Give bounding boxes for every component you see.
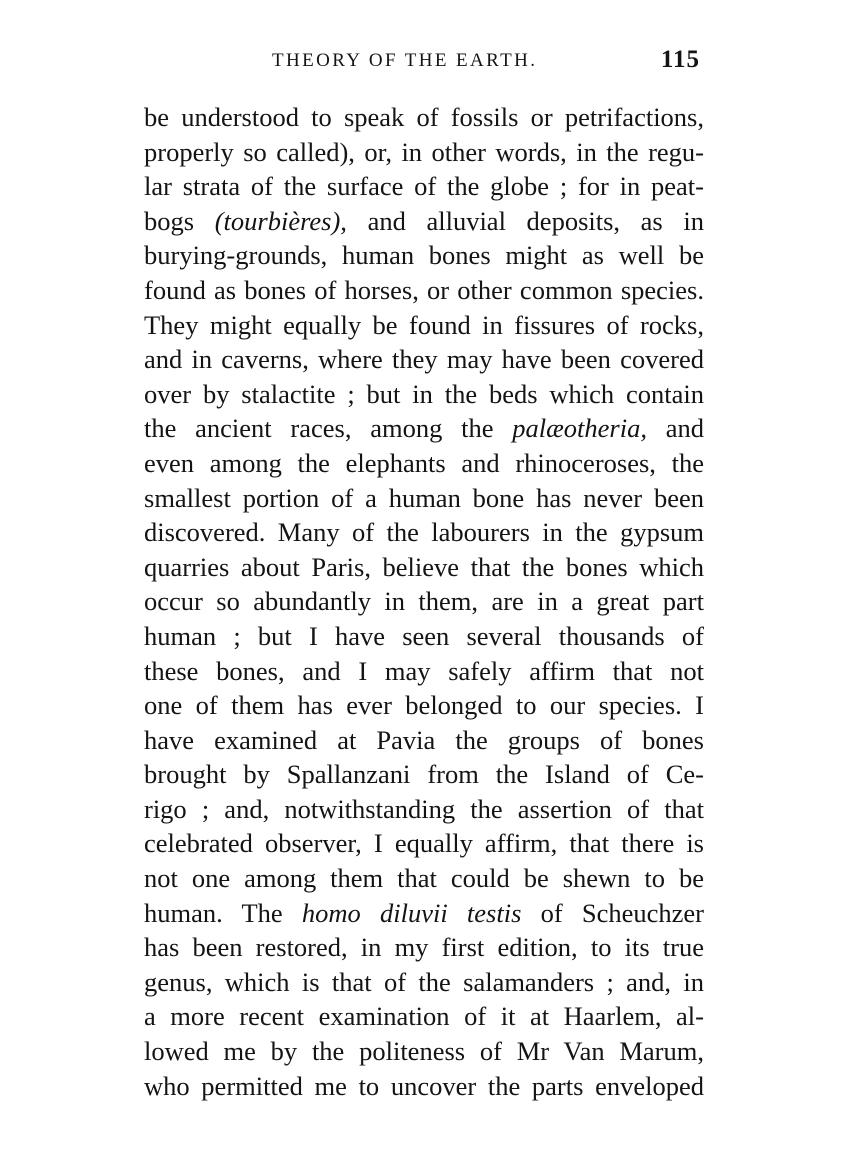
- text-line: who permitted me to uncover the parts enveloped: [144, 1070, 704, 1101]
- text-line: properly so called), or, in other words, in the regu-: [144, 136, 704, 167]
- page-number: 115: [660, 46, 700, 73]
- text-line: human ; but I have seen several thousands of: [144, 620, 704, 651]
- italic-term-homo-diluvii-testis: homo diluvii testis: [301, 897, 522, 928]
- text-line: occur so abundantly in them, are in a great part: [144, 586, 704, 617]
- text-line: a more recent examination of it at Haarlem, al-: [144, 1001, 704, 1032]
- text-line: not one among them that could be shewn to be: [144, 863, 704, 894]
- text-line: human. The homo diluvii testis of Scheuchzer: [144, 897, 704, 928]
- text-line: rigo ; and, notwithstanding the assertion of that: [144, 793, 704, 824]
- text-line: celebrated observer, I equally affirm, that there is: [144, 828, 704, 859]
- text-line: quarries about Paris, believe that the bones which: [144, 551, 704, 582]
- text-line: lowed me by the politeness of Mr Van Marum,: [144, 1036, 704, 1067]
- running-head: [144, 48, 704, 78]
- text-line: bogs (tourbières), and alluvial deposits, as in: [144, 205, 704, 236]
- text-line: these bones, and I may safely affirm that not: [144, 655, 704, 686]
- text-line: brought by Spallanzani from the Island of Ce-: [144, 759, 704, 790]
- text-line: be understood to speak of fossils or petrifactions,: [144, 102, 704, 132]
- text-line: smallest portion of a human bone has never been: [144, 482, 704, 513]
- text-line: even among the elephants and rhinoceroses, the: [144, 447, 704, 478]
- text-line: have examined at Pavia the groups of bones: [144, 724, 704, 755]
- body-text: [144, 100, 704, 1103]
- text-line: the ancient races, among the palæotheria, and: [144, 413, 704, 444]
- text-line: discovered. Many of the labourers in the gypsum: [144, 517, 704, 548]
- text-line: burying-grounds, human bones might as well be: [144, 240, 704, 271]
- text-line: lar strata of the surface of the globe ; for in peat-: [144, 171, 704, 202]
- text-line: one of them has ever belonged to our species. I: [144, 690, 704, 721]
- text-line: found as bones of horses, or other common species.: [144, 274, 704, 305]
- text-line: and in caverns, where they may have been covered: [144, 344, 704, 375]
- text-line: genus, which is that of the salamanders ; and, in: [144, 966, 704, 997]
- italic-term-palaeotheria: palæotheria,: [512, 413, 647, 444]
- italic-term-tourbieres: (tourbières),: [214, 205, 347, 236]
- text-line: has been restored, in my first edition, to its true: [144, 932, 704, 963]
- text-line: over by stalactite ; but in the beds which contain: [144, 378, 704, 409]
- text-line: They might equally be found in fissures of rocks,: [144, 309, 704, 340]
- running-head-title: THEORY OF THE EARTH.: [272, 50, 538, 71]
